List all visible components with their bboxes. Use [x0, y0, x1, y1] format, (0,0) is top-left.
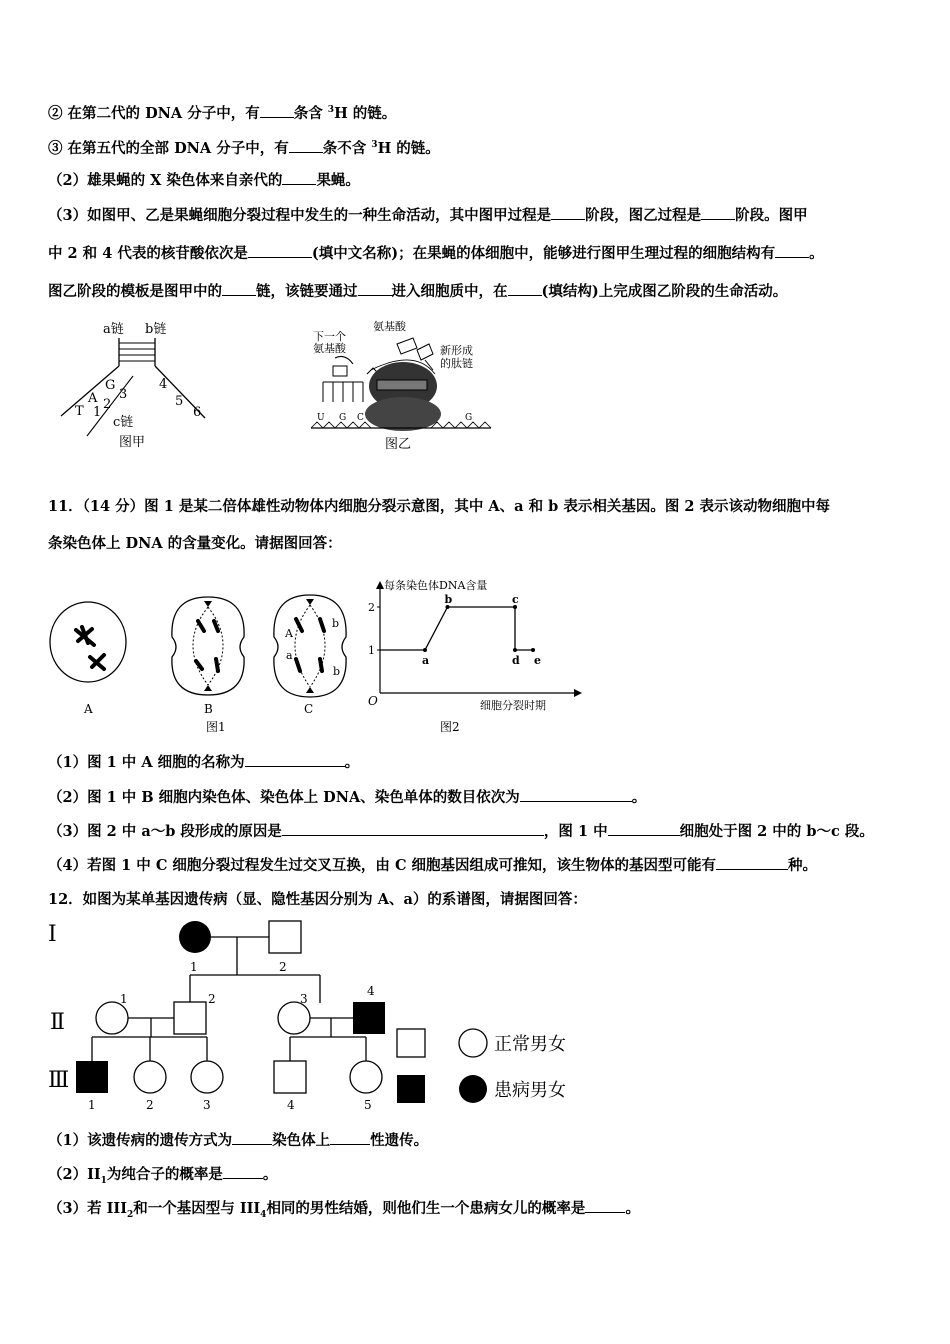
q12-stem: 12．如图为某单基因遗传病（显、隐性基因分别为 A、a）的系谱图，请据图回答：: [48, 891, 587, 908]
amino-acid-icon: [397, 338, 417, 354]
answer-blank[interactable]: [222, 281, 256, 296]
data-point: [423, 648, 427, 652]
affected-female: [179, 921, 211, 953]
figure-jia-transcription: [55, 318, 225, 456]
individual-number: 4: [287, 1098, 295, 1112]
affected-male: [353, 1002, 385, 1034]
answer-blank[interactable]: [232, 1130, 272, 1145]
base-label: A: [88, 391, 98, 406]
figure-caption: 图乙: [385, 437, 412, 452]
normal-female: [191, 1061, 223, 1093]
answer-blank[interactable]: [358, 281, 392, 296]
pedigree-chart: [44, 915, 584, 1115]
individual-number: 3: [300, 992, 308, 1006]
answer-blank[interactable]: [223, 1164, 263, 1179]
base-label: 5: [175, 394, 184, 409]
figure-caption: 图2: [440, 720, 460, 734]
figure-yi-translation: [305, 318, 495, 456]
base-label: 3: [119, 387, 128, 402]
q10-line-3: （2）雄果蝇的 X 染色体来自亲代的 果蝇。: [48, 172, 360, 189]
legend-affected-male: [397, 1075, 425, 1103]
point-label: b: [444, 593, 453, 606]
point-label: e: [534, 654, 541, 667]
new-peptide-label: 新形成: [440, 344, 473, 357]
dna-content-line: [380, 607, 533, 650]
normal-male: [269, 921, 301, 953]
cell-c: [274, 595, 346, 697]
figure-2-dna-chart: [360, 575, 590, 740]
q10-line-1: ② 在第二代的 DNA 分子中，有 条含 $^3$H 的链。: [48, 104, 397, 122]
legend-affected-female: [459, 1075, 487, 1103]
answer-blank[interactable]: [245, 752, 345, 767]
point-label: a: [422, 654, 430, 667]
answer-blank[interactable]: [608, 821, 680, 836]
point-label: d: [512, 654, 520, 667]
data-point: [531, 648, 535, 652]
gene-label: b: [332, 617, 340, 630]
codon-label: G: [465, 413, 473, 423]
ribosome-small-subunit: [365, 397, 441, 431]
cell-label: B: [204, 702, 213, 716]
answer-blank[interactable]: [585, 1198, 625, 1213]
point-label: c: [512, 593, 519, 606]
normal-female: [96, 1002, 128, 1034]
normal-male: [274, 1061, 306, 1093]
new-peptide-label: 的肽链: [440, 357, 473, 370]
base-label: T: [75, 404, 84, 419]
gene-label: a: [286, 649, 293, 662]
normal-female: [350, 1061, 382, 1093]
generation-label: Ⅲ: [48, 1068, 70, 1093]
gene-label: A: [285, 627, 293, 640]
base-label: G: [105, 378, 116, 393]
affected-male: [76, 1061, 108, 1093]
generation-label: Ⅱ: [50, 1010, 65, 1035]
chain-b-label: b链: [145, 322, 167, 337]
answer-blank[interactable]: [775, 243, 809, 258]
individual-number: 4: [367, 984, 375, 998]
normal-female: [278, 1002, 310, 1034]
chain-c-label: c链: [113, 415, 134, 430]
individual-number: 2: [146, 1098, 154, 1112]
answer-blank[interactable]: [282, 170, 316, 185]
y-tick-label: 2: [368, 601, 375, 614]
legend-affected-label: 患病男女: [494, 1080, 566, 1101]
next-amino-acid-label: 下一个: [313, 330, 346, 343]
answer-blank[interactable]: [289, 138, 323, 153]
figure-1-cell-division: [48, 585, 368, 735]
chart-title: 每条染色体DNA含量: [384, 579, 488, 592]
data-point: [513, 648, 517, 652]
figure-caption: 图甲: [119, 435, 146, 450]
q10-line-5: 中 2 和 4 代表的核苷酸依次是 (填中文名称)；在果蝇的体细胞中，能够进行图甲生理过程的细胞结构有 。: [48, 245, 824, 262]
q10-line-2: ③ 在第五代的全部 DNA 分子中，有 条不含 $^3$H 的链。: [48, 139, 440, 157]
answer-blank[interactable]: [282, 821, 544, 836]
answer-blank[interactable]: [520, 787, 632, 802]
figure-caption: 图1: [206, 720, 226, 734]
q11-sub-4: （4）若图 1 中 C 细胞分裂过程发生过交叉互换，由 C 细胞基因组成可推知，该生物体的基因型可能有 种。: [48, 857, 818, 874]
base-label: 2: [103, 397, 112, 412]
individual-number: 2: [208, 992, 216, 1006]
legend-normal-label: 正常男女: [494, 1034, 566, 1055]
cell-b: [172, 597, 244, 695]
cell-label: A: [84, 702, 93, 716]
origin-label: O: [368, 694, 378, 708]
normal-female: [134, 1061, 166, 1093]
q12-sub-3: （3）若 $III_2$和一个基因型与 $III_4$相同的男性结婚，则他们生一个患病女儿的概率是 。: [48, 1200, 640, 1220]
next-amino-acid-label: 氨基酸: [313, 342, 346, 355]
answer-blank[interactable]: [330, 1130, 370, 1145]
q11-stem-1: 11．（14 分）图 1 是某二倍体雄性动物体内细胞分裂示意图，其中 A、a 和 b 表示相关基因。图 2 表示该动物细胞中每: [48, 498, 830, 515]
individual-number: 5: [364, 1098, 372, 1112]
q10-line-4: （3）如图甲、乙是果蝇细胞分裂过程中发生的一种生命活动，其中图甲过程是 阶段，图乙过程是 阶段。图甲: [48, 207, 808, 224]
base-label: 4: [159, 377, 168, 392]
q12-sub-2: $(2)II_1$为纯合子的概率是 。: [48, 1166, 278, 1186]
codon-label: C: [357, 413, 364, 423]
individual-number: 1: [88, 1098, 96, 1112]
answer-blank[interactable]: [701, 205, 735, 220]
answer-blank[interactable]: [508, 281, 542, 296]
amino-acid-label: 氨基酸: [373, 320, 406, 333]
q10-line-6: 图乙阶段的模板是图甲中的 链，该链要通过 进入细胞质中，在 (填结构)上完成图乙阶段的生命活动。: [48, 283, 788, 300]
base-label: 6: [193, 405, 202, 420]
codon-label: U: [317, 413, 325, 423]
q12-sub-1: （1）该遗传病的遗传方式为 染色体上 性遗传。: [48, 1132, 429, 1149]
answer-blank[interactable]: [260, 103, 294, 118]
gene-label: b: [333, 665, 341, 678]
cell-label: C: [304, 702, 314, 716]
q11-sub-1: （1）图 1 中 A 细胞的名称为 。: [48, 754, 360, 771]
trna-icon: [333, 366, 347, 376]
base-label: 1: [93, 405, 102, 420]
individual-number: 3: [203, 1098, 211, 1112]
legend-normal-female: [459, 1029, 487, 1057]
q11-stem-2: 条染色体上 DNA 的含量变化。请据图回答：: [48, 535, 342, 552]
y-tick-label: 1: [368, 644, 375, 657]
normal-male: [174, 1002, 206, 1034]
chain-a-label: a链: [103, 322, 124, 337]
individual-number: 1: [120, 992, 128, 1006]
x-axis-label: 细胞分裂时期: [480, 699, 546, 712]
individual-number: 1: [190, 960, 198, 974]
answer-blank[interactable]: [716, 855, 788, 870]
q11-sub-2: （2）图 1 中 B 细胞内染色体、染色体上 DNA、染色单体的数目依次为 。: [48, 789, 647, 806]
answer-blank[interactable]: [248, 243, 312, 258]
individual-number: 2: [279, 960, 287, 974]
answer-blank[interactable]: [551, 205, 585, 220]
generation-label: Ⅰ: [48, 922, 57, 947]
q11-sub-3: （3）图 2 中 a～b 段形成的原因是 ，图 1 中 细胞处于图 2 中的 b～c 段。: [48, 823, 874, 840]
legend-normal-male: [397, 1029, 425, 1057]
codon-label: G: [339, 413, 347, 423]
